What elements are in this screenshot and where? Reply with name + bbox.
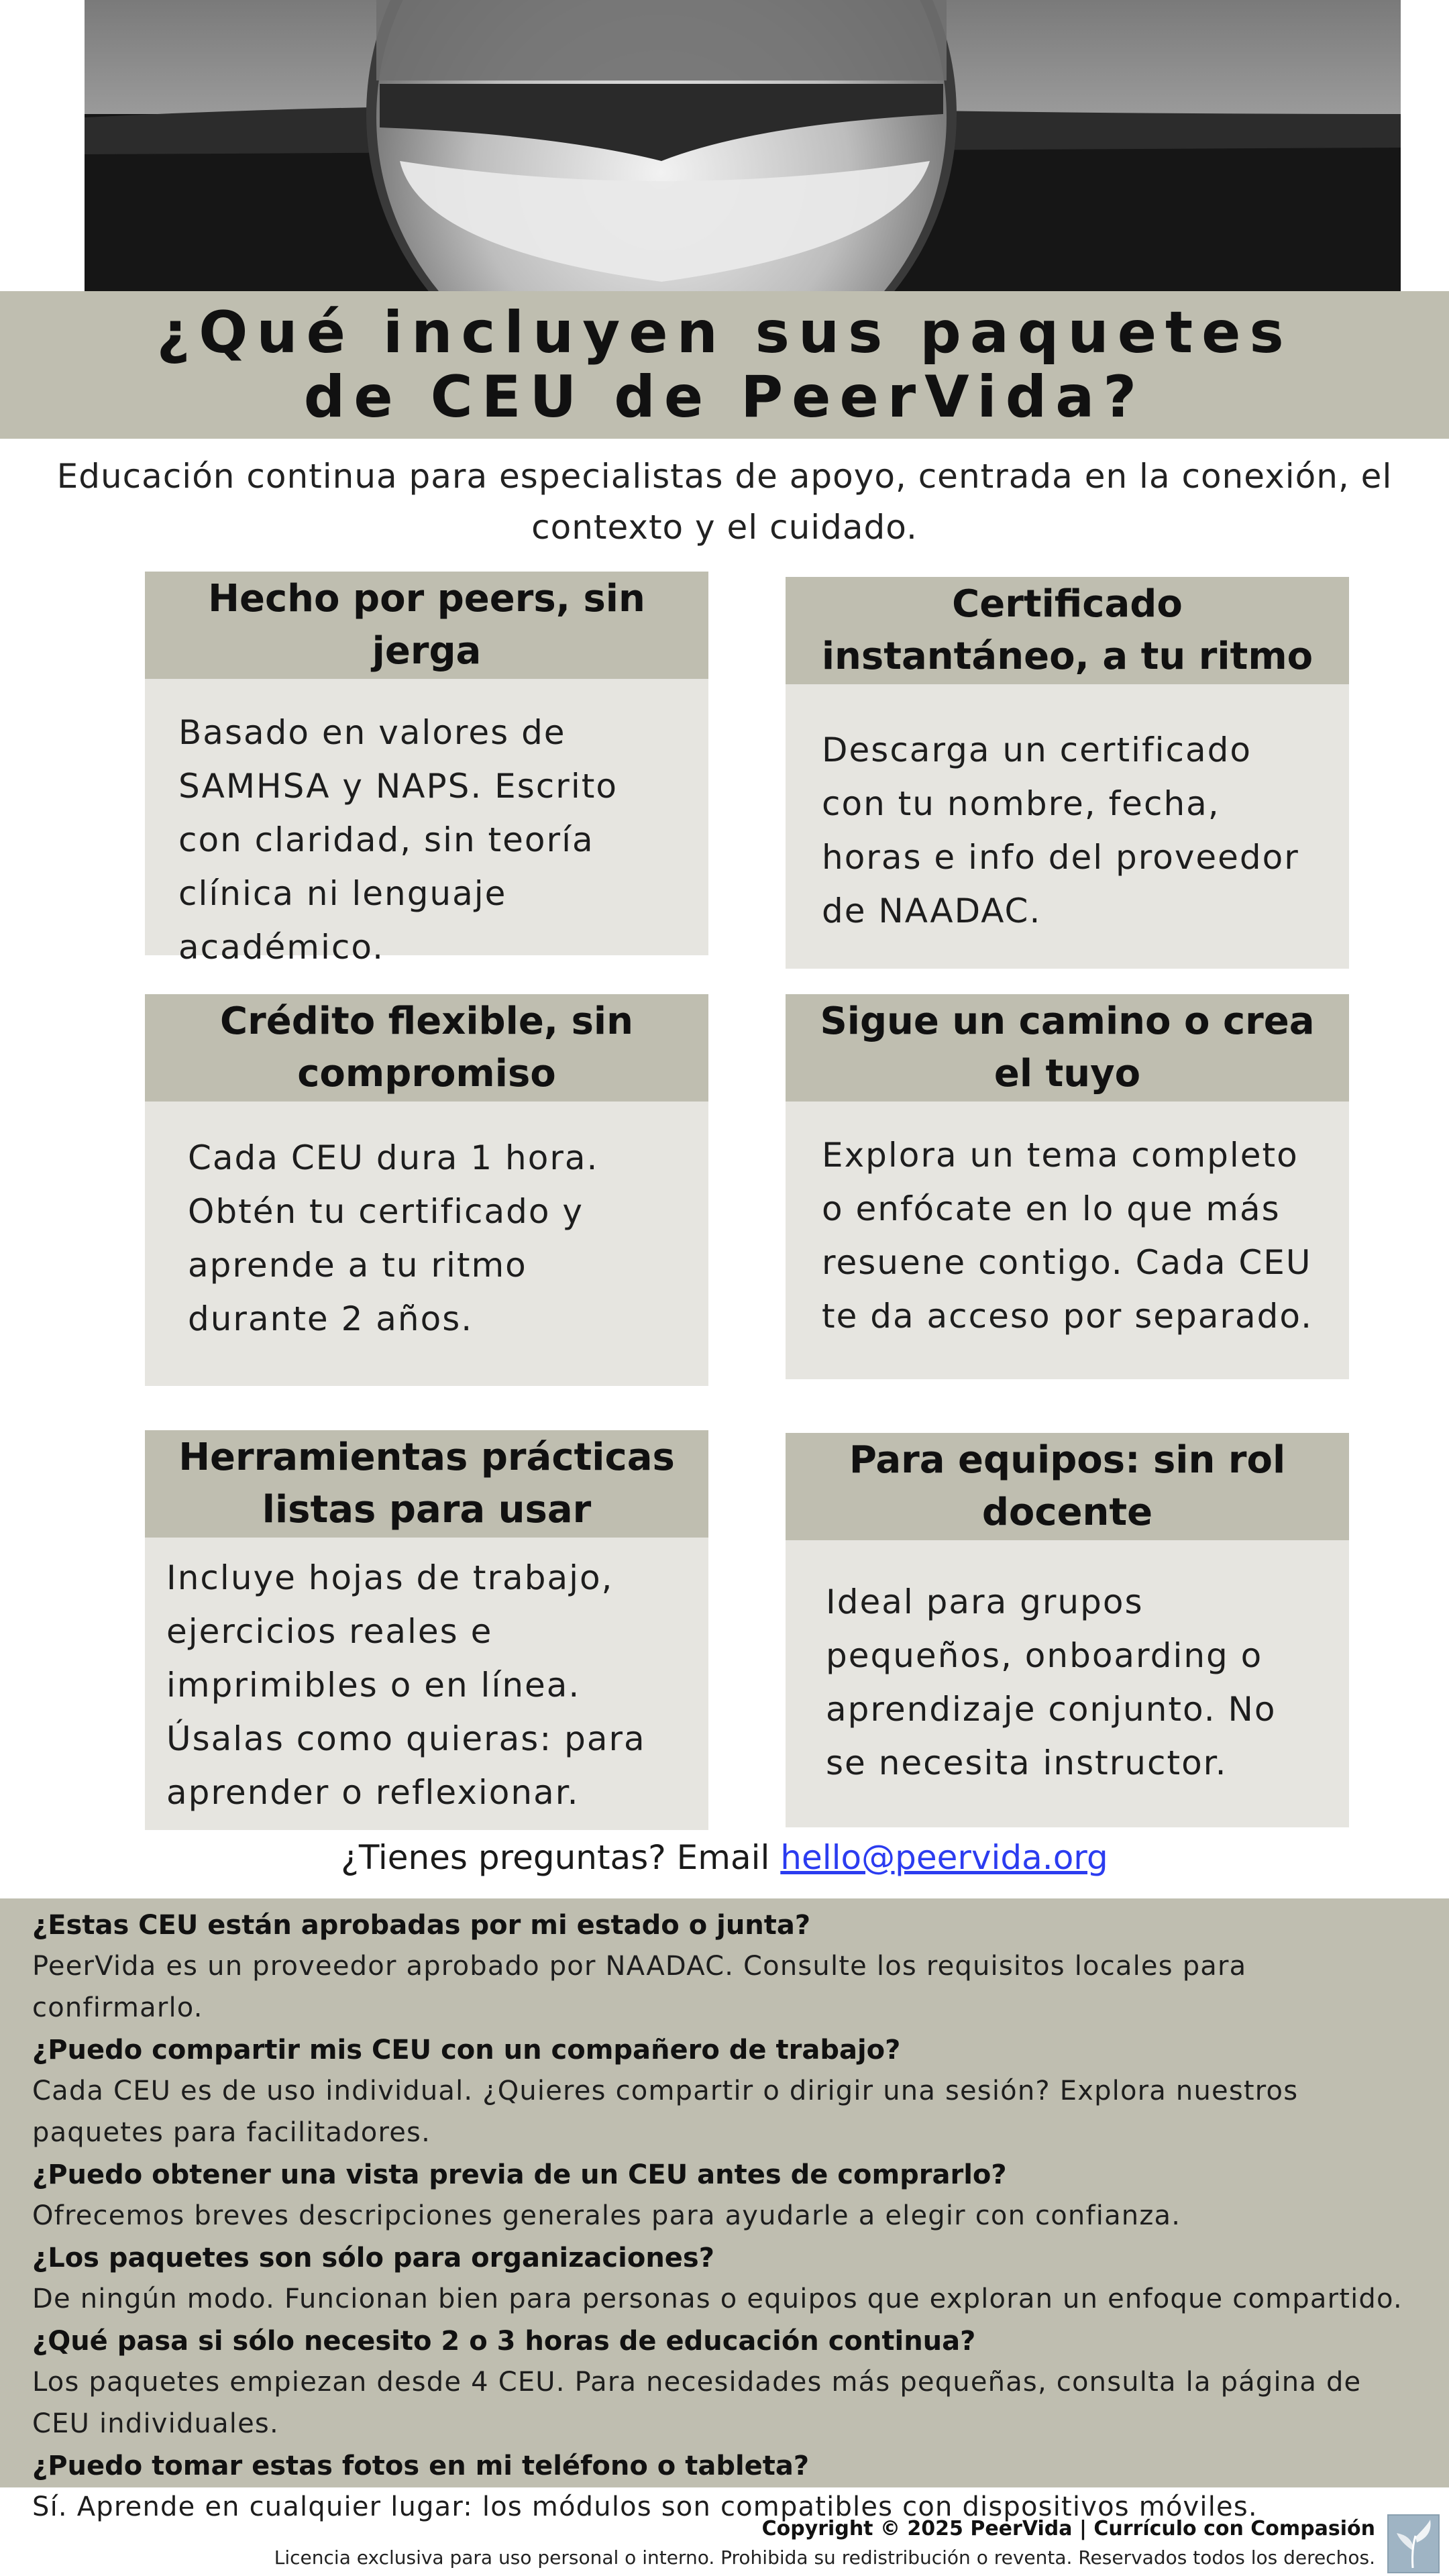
faq-answer: Cada CEU es de uso individual. ¿Quieres compartir o dirigir una sesión? Explora nuestros paquetes para facilitadores. [32,2076,1299,2148]
faq-question: ¿Estas CEU están aprobadas por mi estado o junta? [32,1910,811,1941]
faq-answer: Los paquetes empiezan desde 4 CEU. Para necesidades más pequeñas, consulta la página de CEU individuales. [32,2367,1362,2439]
faq-question: ¿Puedo tomar estas fotos en mi teléfono o tableta? [32,2451,810,2481]
card-body: Cada CEU dura 1 hora. Obtén tu certificado y aprende a tu ritmo durante 2 años. [145,1102,708,1386]
card-body: Explora un tema completo o enfócate en lo que más resuene contigo. Cada CEU te da acceso por separado. [786,1102,1349,1379]
card-body: Ideal para grupos pequeños, onboarding o aprendizaje conjunto. No se necesita instructor. [786,1540,1349,1827]
card-header [145,1430,708,1538]
card-follow-path [786,994,1349,1379]
faq-answer: Sí. Aprende en cualquier lugar: los módulos son compatibles con dispositivos móviles. [32,2491,1258,2522]
card-body: Descarga un certificado con tu nombre, fecha, horas e info del proveedor de NAADAC. [786,684,1349,969]
card-for-teams [786,1433,1349,1827]
card-title: Hecho por peers, sin jerga [208,577,645,673]
faq-answer: De ningún modo. Funcionan bien para personas o equipos que exploran un enfoque compartido. [32,2284,1403,2314]
faq-section [0,1898,1449,2522]
card-instant-certificate [786,577,1349,969]
card-title: Sigue un camino o crea el tuyo [820,1000,1315,1095]
faq-question: ¿Los paquetes son sólo para organizaciones? [32,2243,714,2273]
card-title: Para equipos: sin rol docente [849,1438,1286,1534]
faq-question: ¿Qué pasa si sólo necesito 2 o 3 horas de educación continua? [32,2326,976,2357]
contact-line [0,1834,1449,1881]
card-body: Basado en valores de SAMHSA y NAPS. Escrito con claridad, sin teoría clínica ni lenguaje académico. [145,679,708,955]
faq-question: ¿Puedo obtener una vista previa de un CEU antes de comprarlo? [32,2159,1007,2190]
contact-email-link[interactable]: hello@peervida.org [780,1838,1108,1877]
card-peer-made [145,572,708,967]
hero-image [85,0,1401,291]
card-header [145,994,708,1102]
title-band [0,291,1449,439]
page-subtitle: Educación continua para especialistas de apoyo, centrada en la conexión, el contexto y el cuidado. [56,457,1393,547]
contact-prefix: ¿Tienes preguntas? Email [341,1838,781,1877]
card-title: Herramientas prácticas listas para usar [178,1436,675,1532]
card-header [786,1433,1349,1540]
crystal-ball-photo [85,0,1401,291]
license-text: Licencia exclusiva para uso personal o interno. Prohibida su redistribución o reventa. Reservados todos los derechos. [274,2546,1375,2569]
card-practical-tools [145,1430,708,1830]
card-title: Certificado instantáneo, a tu ritmo [821,582,1313,678]
copyright-text: Copyright © 2025 PeerVida | Currículo con Compasión [761,2517,1375,2540]
faq-answer: Ofrecemos breves descripciones generales para ayudarle a elegir con confianza. [32,2200,1181,2231]
card-body: Incluye hojas de trabajo, ejercicios reales e imprimibles o en línea. Úsalas como quieras: para aprender o reflexionar. [145,1538,708,1830]
faq-answer: PeerVida es un proveedor aprobado por NAADAC. Consulte los requisitos locales para confirmarlo. [32,1951,1247,2023]
leaf-logo-icon [1387,2514,1440,2573]
card-header [786,994,1349,1102]
page-title: ¿Qué incluyen sus paquetes de CEU de PeerVida? [156,299,1293,431]
card-flexible-credit [145,994,708,1386]
card-header [145,572,708,679]
faq-question: ¿Puedo compartir mis CEU con un compañero de trabajo? [32,2035,901,2065]
footer [0,2502,1449,2576]
card-title: Crédito flexible, sin compromiso [220,1000,633,1095]
card-header [786,577,1349,684]
